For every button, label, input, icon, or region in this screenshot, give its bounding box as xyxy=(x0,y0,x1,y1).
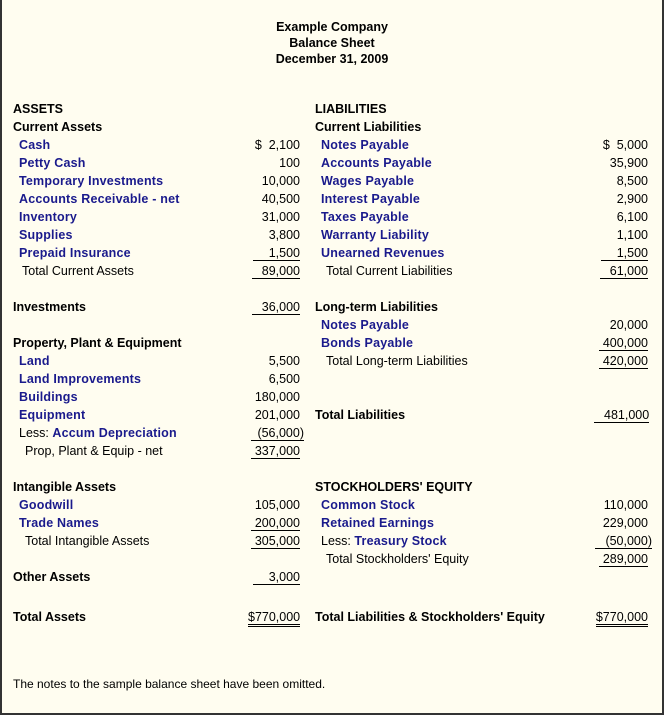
equity-item-link[interactable]: Common Stock xyxy=(321,498,416,512)
total-intangible-amount: 305,000 xyxy=(251,534,300,549)
ppe-item-link[interactable]: Buildings xyxy=(19,390,78,404)
current-liability-link[interactable]: Accounts Payable xyxy=(321,156,432,170)
current-liability-amount: 1,100 xyxy=(616,228,648,242)
total-current-liabilities-amount: 61,000 xyxy=(600,264,648,279)
current-asset-row xyxy=(248,190,300,208)
treasury-stock-link[interactable]: Treasury Stock xyxy=(354,534,447,548)
equity-item-row xyxy=(594,496,648,514)
equity-item-link[interactable]: Retained Earnings xyxy=(321,516,435,530)
ppe-item-amount: 180,000 xyxy=(254,390,300,404)
longterm-liability-link[interactable]: Notes Payable xyxy=(321,318,410,332)
footnote: The notes to the sample balance sheet have been omitted. xyxy=(13,677,326,691)
current-liability-link[interactable]: Wages Payable xyxy=(321,174,415,188)
current-liability-amount: 35,900 xyxy=(609,156,648,170)
less-prefix: Less: xyxy=(19,426,49,440)
ppe-item-row xyxy=(248,370,300,388)
equity-heading: STOCKHOLDERS' EQUITY xyxy=(315,480,473,494)
current-liability-row xyxy=(594,208,648,226)
report-date: December 31, 2009 xyxy=(275,52,389,66)
current-liabilities-heading: Current Liabilities xyxy=(315,120,422,134)
intangible-heading: Intangible Assets xyxy=(13,480,117,494)
total-longterm-amount: 420,000 xyxy=(599,354,648,369)
grand-total-label: Total Liabilities & Stockholders' Equity xyxy=(315,610,545,624)
accum-depreciation-link[interactable]: Accum Depreciation xyxy=(52,426,177,440)
grand-total-amount: $770,000 xyxy=(596,610,648,627)
current-asset-link[interactable]: Temporary Investments xyxy=(19,174,164,188)
intangible-item-link[interactable]: Goodwill xyxy=(19,498,74,512)
current-liability-row xyxy=(594,226,648,244)
total-assets-amount: $770,000 xyxy=(248,610,300,627)
current-liability-amount: 8,500 xyxy=(616,174,648,188)
total-liabilities-label: Total Liabilities xyxy=(315,408,406,422)
current-asset-row xyxy=(248,172,300,190)
longterm-liability-row xyxy=(594,316,648,334)
ppe-item-row xyxy=(248,406,300,424)
current-liability-row xyxy=(594,172,648,190)
current-asset-row xyxy=(248,136,300,154)
total-current-assets-label: Total Current Assets xyxy=(22,264,134,278)
current-asset-link[interactable]: Supplies xyxy=(19,228,73,242)
longterm-liability-amount: 400,000 xyxy=(599,336,648,351)
current-asset-link[interactable]: Inventory xyxy=(19,210,78,224)
current-liability-row xyxy=(594,244,648,262)
current-asset-amount: 100 xyxy=(279,156,300,170)
total-equity-amount: 289,000 xyxy=(599,552,648,567)
current-asset-link[interactable]: Prepaid Insurance xyxy=(19,246,131,260)
equity-item-amount: 110,000 xyxy=(603,498,648,512)
current-asset-row xyxy=(248,244,300,262)
ppe-net-label: Prop, Plant & Equip - net xyxy=(25,444,163,458)
intangible-item-row xyxy=(248,514,300,532)
current-liability-amount: 2,900 xyxy=(616,192,648,206)
liabilities-heading: LIABILITIES xyxy=(315,102,387,116)
current-liability-link[interactable]: Taxes Payable xyxy=(321,210,409,224)
total-equity-label: Total Stockholders' Equity xyxy=(326,552,469,566)
longterm-liability-row xyxy=(594,334,648,352)
current-asset-amount: 40,500 xyxy=(261,192,300,206)
total-current-liabilities-label: Total Current Liabilities xyxy=(326,264,453,278)
current-asset-row xyxy=(248,154,300,172)
current-asset-amount: 10,000 xyxy=(261,174,300,188)
total-longterm-label: Total Long-term Liabilities xyxy=(326,354,468,368)
equity-item-row xyxy=(594,514,648,532)
current-asset-link[interactable]: Accounts Receivable - net xyxy=(19,192,180,206)
ppe-item-link[interactable]: Land Improvements xyxy=(19,372,142,386)
total-intangible-label: Total Intangible Assets xyxy=(25,534,150,548)
current-asset-amount: 1,500 xyxy=(253,246,300,261)
report-title: Balance Sheet xyxy=(289,36,375,50)
current-liability-row xyxy=(594,190,648,208)
ppe-net-amount: 337,000 xyxy=(251,444,300,459)
longterm-liability-amount: 20,000 xyxy=(609,318,648,332)
current-liability-link[interactable]: Warranty Liability xyxy=(321,228,430,242)
ppe-item-row xyxy=(248,352,300,370)
current-liability-row xyxy=(594,136,648,154)
current-asset-row xyxy=(248,226,300,244)
investments-amount: 36,000 xyxy=(252,300,300,315)
total-assets-label: Total Assets xyxy=(13,610,86,624)
ppe-heading: Property, Plant & Equipment xyxy=(13,336,182,350)
intangible-item-amount: 105,000 xyxy=(254,498,300,512)
current-asset-row xyxy=(248,208,300,226)
current-liability-link[interactable]: Notes Payable xyxy=(321,138,410,152)
ppe-item-amount: 5,500 xyxy=(268,354,300,368)
ppe-item-row xyxy=(248,388,300,406)
total-current-assets-amount: 89,000 xyxy=(252,264,300,279)
current-asset-amount: $ 2,100 xyxy=(254,138,300,152)
investments-label: Investments xyxy=(13,300,86,314)
current-asset-amount: 3,800 xyxy=(268,228,300,242)
treasury-stock-row xyxy=(321,532,447,550)
company-name: Example Company xyxy=(276,20,388,34)
other-assets-amount: 3,000 xyxy=(253,570,300,585)
total-liabilities-amount: 481,000 xyxy=(594,408,649,423)
accum-depreciation-amount: (56,000) xyxy=(251,426,304,441)
current-liability-link[interactable]: Interest Payable xyxy=(321,192,421,206)
assets-heading: ASSETS xyxy=(13,102,64,116)
treasury-stock-amount: (50,000) xyxy=(595,534,652,549)
accum-depreciation-row xyxy=(19,424,177,442)
intangible-item-amount: 200,000 xyxy=(251,516,300,531)
current-liability-row xyxy=(594,154,648,172)
ppe-item-link[interactable]: Land xyxy=(19,354,50,368)
less-prefix: Less: xyxy=(321,534,351,548)
ppe-item-amount: 6,500 xyxy=(268,372,300,386)
current-liability-amount: 1,500 xyxy=(601,246,648,261)
longterm-liabilities-heading: Long-term Liabilities xyxy=(315,300,438,314)
current-liability-amount: 6,100 xyxy=(616,210,648,224)
current-assets-heading: Current Assets xyxy=(13,120,103,134)
current-asset-link[interactable]: Petty Cash xyxy=(19,156,86,170)
other-assets-label: Other Assets xyxy=(13,570,91,584)
current-liability-link[interactable]: Unearned Revenues xyxy=(321,246,445,260)
intangible-item-link[interactable]: Trade Names xyxy=(19,516,100,530)
intangible-item-row xyxy=(248,496,300,514)
equity-item-amount: 229,000 xyxy=(602,516,648,530)
ppe-item-amount: 201,000 xyxy=(254,408,300,422)
longterm-liability-link[interactable]: Bonds Payable xyxy=(321,336,414,350)
current-asset-amount: 31,000 xyxy=(261,210,300,224)
current-asset-link[interactable]: Cash xyxy=(19,138,51,152)
ppe-item-link[interactable]: Equipment xyxy=(19,408,86,422)
current-liability-amount: $ 5,000 xyxy=(602,138,648,152)
